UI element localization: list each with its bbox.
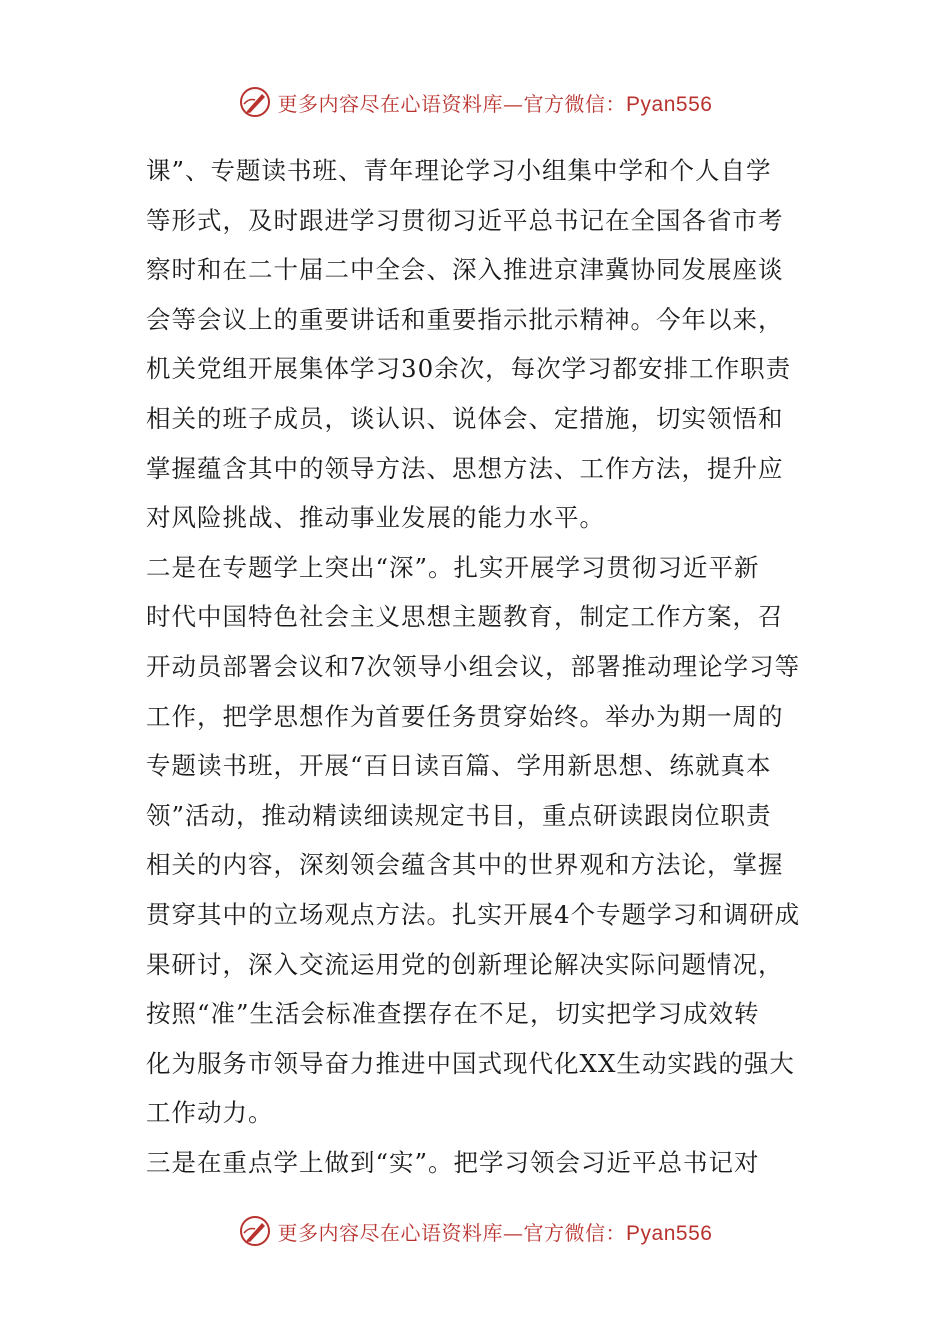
text-line: 三是在重点学上做到“实”。把学习领会习近平总书记对 (146, 1147, 760, 1177)
pen-logo-icon (238, 1214, 272, 1248)
header-banner (0, 82, 950, 122)
text-line: 掌握蕴含其中的领导方法、思想方法、工作方法，提升应 (146, 453, 784, 483)
document-body (146, 146, 806, 1187)
text-line: 时代中国特色社会主义思想主题教育，制定工作方案，召 (146, 602, 784, 632)
footer-banner (0, 1211, 950, 1251)
footer-wechat-id: Pyan556 (626, 1221, 713, 1245)
text-line: 二是在专题学上突出“深”。扎实开展学习贯彻习近平新 (146, 552, 760, 582)
text-line: 工作，把学思想作为首要任务贯穿始终。举办为期一周的 (146, 701, 784, 731)
text-line: 领”活动，推动精读细读规定书目，重点研读跟岗位职责 (146, 800, 772, 830)
text-line: 工作动力。 (146, 1098, 274, 1128)
pen-logo-icon (238, 85, 272, 119)
text-line: 相关的内容，深刻领会蕴含其中的世界观和方法论，掌握 (146, 850, 784, 880)
text-line: 按照“准”生活会标准查摆存在不足，切实把学习成效转 (146, 999, 760, 1029)
text-line: 等形式，及时跟进学习贯彻习近平总书记在全国各省市考 (146, 205, 784, 235)
footer-banner-text: 更多内容尽在心语资料库—官方微信：Pyan556 (277, 1220, 713, 1245)
text-line: 专题读书班，开展“百日读百篇、学用新思想、练就真本 (146, 751, 772, 781)
text-line: 化为服务市领导奋力推进中国式现代化XX生动实践的强大 (146, 1048, 795, 1078)
text-line: 贯穿其中的立场观点方法。扎实开展4个专题学习和调研成 (146, 899, 801, 929)
text-line: 果研讨，深入交流运用党的创新理论解决实际问题情况， (146, 949, 784, 979)
text-line: 相关的班子成员，谈认识、说体会、定措施，切实领悟和 (146, 403, 784, 433)
header-wechat-id: Pyan556 (626, 92, 713, 116)
text-line: 机关党组开展集体学习30余次，每次学习都安排工作职责 (146, 354, 792, 384)
header-banner-text: 更多内容尽在心语资料库—官方微信：Pyan556 (277, 91, 713, 116)
text-line: 察时和在二十届二中全会、深入推进京津冀协同发展座谈 (146, 255, 784, 285)
text-line: 课”、专题读书班、青年理论学习小组集中学和个人自学 (146, 156, 772, 185)
text-line: 对风险挑战、推动事业发展的能力水平。 (146, 503, 605, 533)
text-line: 开动员部署会议和7次领导小组会议，部署推动理论学习等 (146, 651, 801, 681)
text-line: 会等会议上的重要讲话和重要指示批示精神。今年以来， (146, 304, 784, 334)
